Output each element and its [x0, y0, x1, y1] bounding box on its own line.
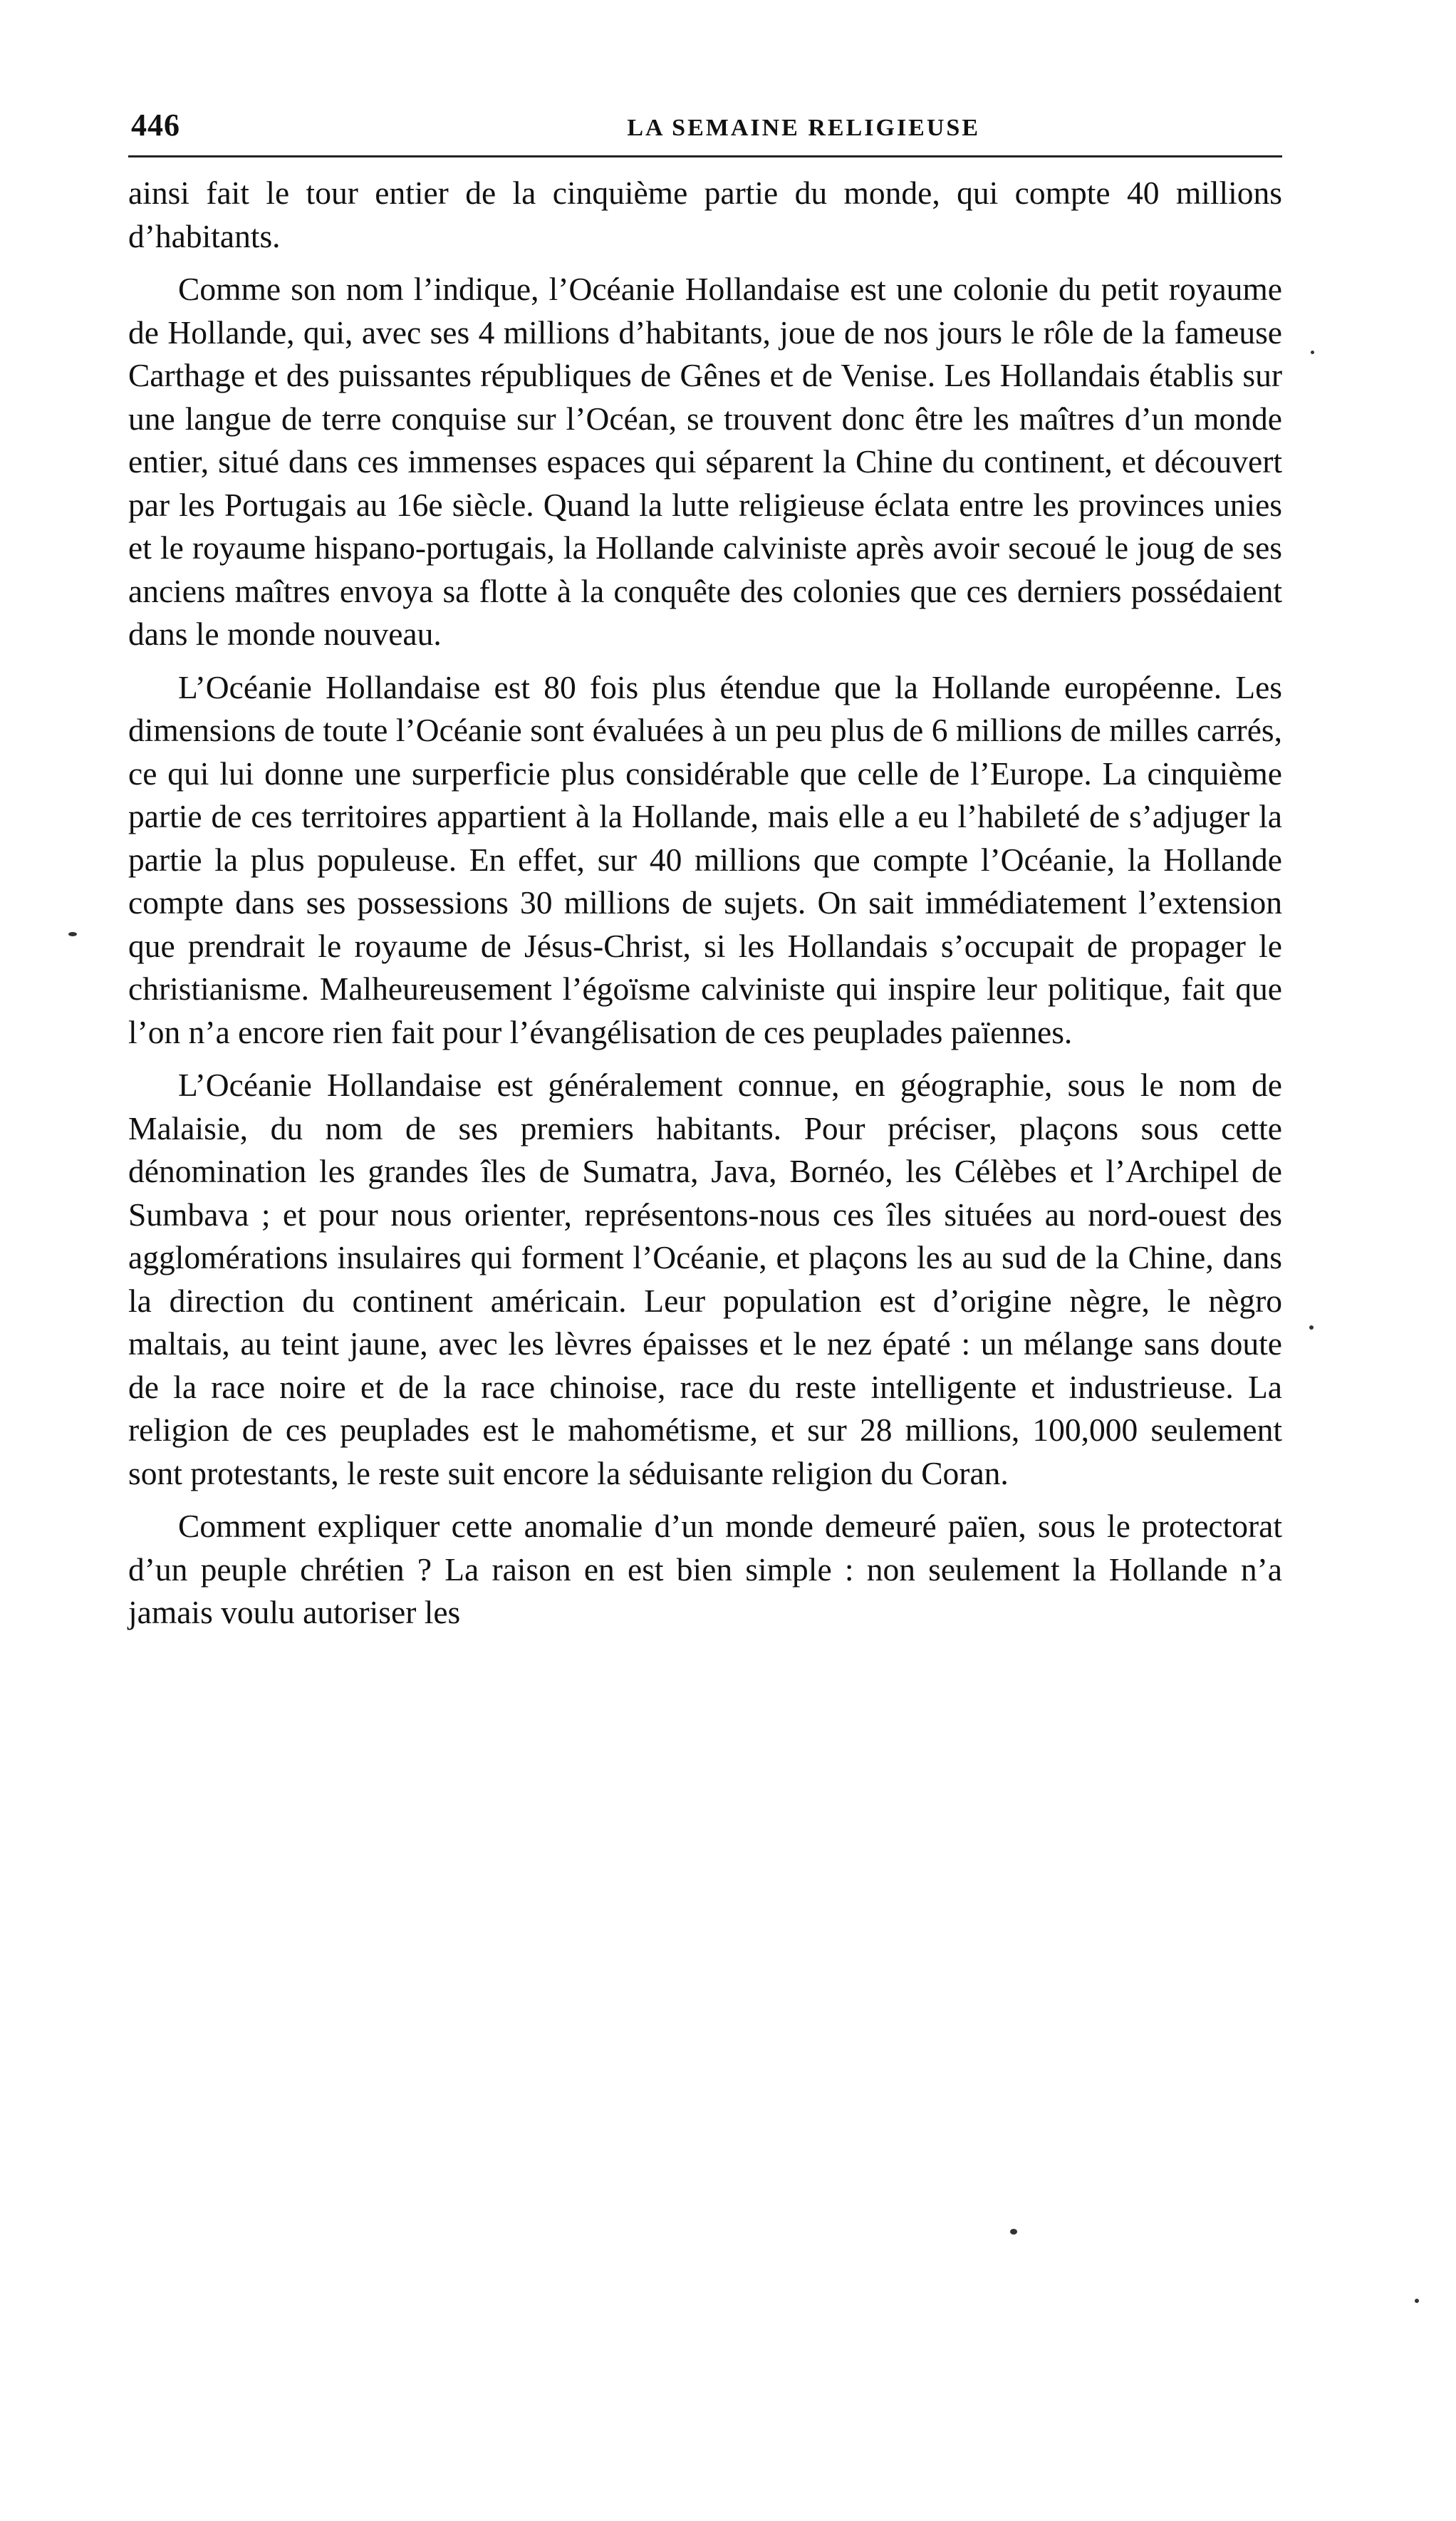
paragraph: L’Océanie Hollandaise est généralement connue, en géographie, sous le nom de Malaisie, du nom de ses premiers habitants. Pour préciser, plaçons sous cette dénomination les grandes îles de Sumatra, Java, Bornéo, les Célèbes et l’Archipel de Sumbava ; et pour nous orienter, représentons-nous ces îles situées au nord-ouest des agglomérations insulaires qui forment l’Océanie, et plaçons les au sud de la Chine, dans la direction du continent américain. Leur population est d’origine nègre, le nègro maltais, au teint jaune, avec les lèvres épaisses et le nez épaté : un mélange sans doute de la race noire et de la race chinoise, race du reste intelligente et industrieuse. La religion de ces peuplades est le mahométisme, et sur 28 millions, 100,000 seulement sont protestants, le reste suit encore la séduisante religion du Coran.	[128, 1067, 1282, 1491]
page-header	[128, 107, 1282, 148]
page-number: 446	[131, 108, 180, 143]
scan-speck	[1415, 2299, 1419, 2303]
scan-speck	[1309, 1325, 1314, 1330]
running-title: LA SEMAINE RELIGIEUSE	[627, 115, 980, 141]
paragraph: L’Océanie Hollandaise est 80 fois plus étendue que la Hollande européenne. Les dimensions de toute l’Océanie sont évaluées à un peu plus de 6 millions de milles carrés, ce qui lui donne une surperficie plus considérable que celle de l’Europe. La cinquième partie de ces territoires appartient à la Hollande, mais elle a eu l’habileté de s’adjuger la partie la plus populeuse. En effet, sur 40 millions que compte l’Océanie, la Hollande compte dans ses possessions 30 millions de sujets. On sait immédiatement l’extension que prendrait le royaume de Jésus-Christ, si les Hollandais s’occupait de propager le christianisme. Malheureusement l’égoïsme calviniste qui inspire leur politique, fait que l’on n’a encore rien fait pour l’évangélisation de ces peuplades païennes.	[128, 668, 1282, 1050]
paragraph-continuation: ainsi fait le tour entier de la cinquième partie du monde, qui compte 40 millions d’habitants.	[128, 175, 1282, 254]
book-page	[128, 107, 1282, 1645]
body-text	[128, 172, 1282, 1635]
paragraph: Comme son nom l’indique, l’Océanie Hollandaise est une colonie du petit royaume de Hollande, qui, avec ses 4 millions d’habitants, joue de nos jours le rôle de la fameuse Carthage et des puissantes républiques de Gênes et de Venise. Les Hollandais établis sur une langue de terre conquise sur l’Océan, se trouvent donc être les maîtres d’un monde entier, situé dans ces immenses espaces qui séparent la Chine du continent, et découvert par les Portugais au 16e siècle. Quand la lutte religieuse éclata entre les provinces unies et le royaume hispano-portugais, la Hollande calviniste après avoir secoué le joug de ses anciens maîtres envoya sa flotte à la conquête des colonies que ces derniers possédaient dans le monde nouveau.	[128, 271, 1282, 652]
scan-speck	[68, 932, 77, 936]
scan-speck	[1010, 2229, 1017, 2235]
scan-speck	[1311, 351, 1314, 354]
header-rule	[128, 155, 1282, 157]
paragraph: Comment expliquer cette anomalie d’un monde demeuré païen, sous le protectorat d’un peuple chrétien ? La raison en est bien simple : non seulement la Hollande n’a jamais voulu autoriser les	[128, 1508, 1282, 1630]
